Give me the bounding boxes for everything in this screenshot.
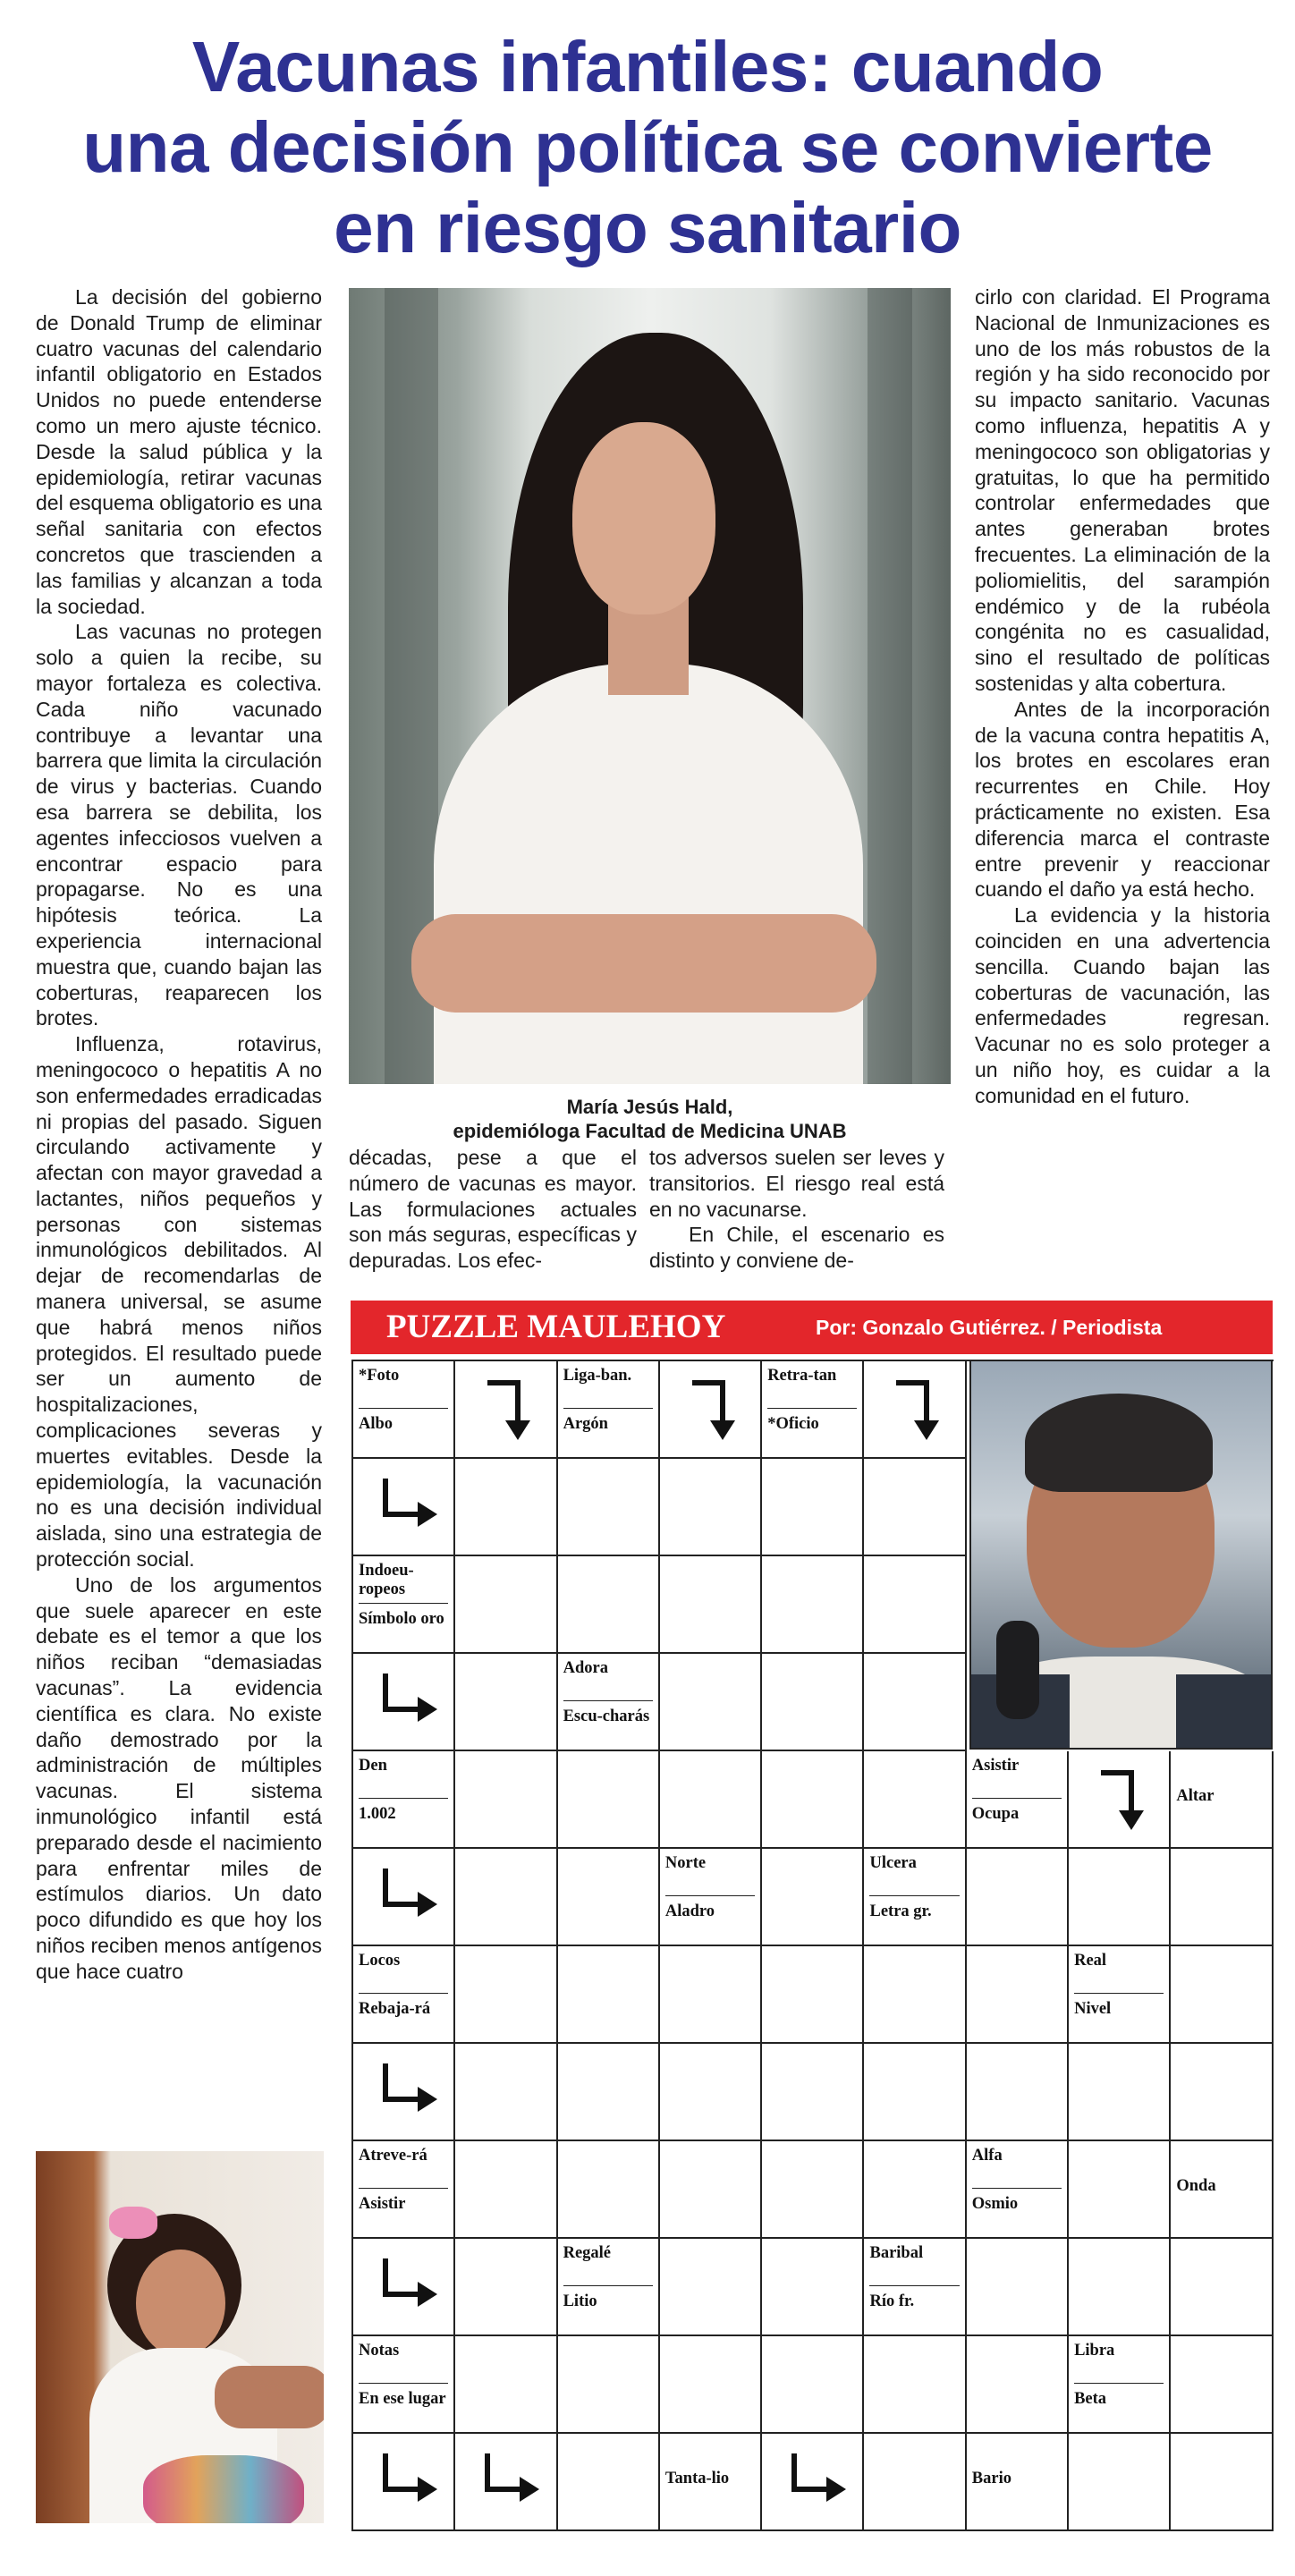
clue-text: Indoeu-ropeos xyxy=(359,1562,414,1598)
clue-text: Bario xyxy=(971,2470,1011,2487)
answer-cell[interactable] xyxy=(967,2239,1069,2336)
clue-text: Escu-charás xyxy=(563,1707,650,1725)
answer-cell[interactable] xyxy=(762,1946,864,2044)
clue-divider xyxy=(359,2188,448,2189)
clue-divider xyxy=(972,1798,1062,1799)
clue-cell xyxy=(353,1751,455,1849)
answer-cell[interactable] xyxy=(1069,2239,1171,2336)
paragraph: Uno de los argumentos que suele aparecer en este debate es el temor a que los niños reciban “demasiadas vacunas”. La evidencia científica es clara. No existe daño demostrado por la administración de múltiples vacunas. El sistema inmunológico infantil está preparado desde el nacimiento para enfrentar miles de estímulos diarios. Un dato poco difundido es que hoy los niños reciben menos antígenos que hace cuatro xyxy=(36,1572,322,1983)
answer-cell[interactable] xyxy=(1171,1946,1273,2044)
clue-divider xyxy=(869,2285,959,2286)
article-column-3 xyxy=(975,284,1270,1268)
answer-cell[interactable] xyxy=(455,1849,557,1946)
arrow-right-icon xyxy=(373,1670,444,1733)
clue-divider xyxy=(1074,1993,1164,1994)
answer-cell[interactable] xyxy=(762,2336,864,2434)
answer-cell[interactable] xyxy=(967,1946,1069,2044)
clue-divider xyxy=(359,1993,448,1994)
answer-cell[interactable] xyxy=(967,2336,1069,2434)
arrow-cell xyxy=(353,1459,455,1556)
answer-cell[interactable] xyxy=(660,2141,762,2239)
answer-cell[interactable] xyxy=(864,2434,966,2531)
clue-text: Osmio xyxy=(971,2195,1019,2213)
clue-text: Altar xyxy=(1176,1787,1215,1805)
clue-divider xyxy=(563,1700,653,1701)
answer-cell[interactable] xyxy=(1069,2044,1171,2141)
clue-cell xyxy=(1171,2141,1273,2239)
clue-text: Liga-ban. xyxy=(563,1367,632,1385)
puzzle-photo xyxy=(969,1360,1273,1750)
arrow-cell xyxy=(762,2434,864,2531)
clue-text: Adora xyxy=(563,1659,608,1677)
puzzle-title: PUZZLE MAULEHOY xyxy=(386,1309,726,1345)
clue-cell xyxy=(1069,1946,1171,2044)
clue-cell xyxy=(967,2141,1069,2239)
answer-cell[interactable] xyxy=(558,1849,660,1946)
clue-text: En ese lugar xyxy=(359,2390,446,2408)
clue-text: Norte xyxy=(664,1854,707,1872)
arrow-cell xyxy=(660,1361,762,1459)
clue-cell xyxy=(558,1361,660,1459)
clue-text: *Foto xyxy=(359,1367,400,1385)
answer-cell[interactable] xyxy=(1069,2141,1171,2239)
child-vaccination-photo xyxy=(36,2151,324,2523)
answer-cell[interactable] xyxy=(455,1946,557,2044)
answer-cell[interactable] xyxy=(762,2141,864,2239)
answer-cell[interactable] xyxy=(864,2141,966,2239)
answer-cell[interactable] xyxy=(762,1556,864,1654)
answer-cell[interactable] xyxy=(455,1751,557,1849)
clue-divider xyxy=(359,1603,448,1604)
portrait-photo xyxy=(349,288,951,1084)
clue-cell xyxy=(1171,1751,1273,1849)
answer-cell[interactable] xyxy=(660,2336,762,2434)
answer-cell[interactable] xyxy=(455,2044,557,2141)
clue-divider xyxy=(665,1895,755,1896)
answer-cell[interactable] xyxy=(1171,2044,1273,2141)
clue-text: Letra gr. xyxy=(869,1902,932,1920)
clue-text: Asistir xyxy=(971,1757,1020,1775)
answer-cell[interactable] xyxy=(1069,2434,1171,2531)
answer-cell[interactable] xyxy=(762,2239,864,2336)
clue-cell xyxy=(660,1849,762,1946)
clue-cell xyxy=(353,1556,455,1654)
headline-line-2: una decisión política se convierte xyxy=(82,107,1213,187)
clue-text: Ocupa xyxy=(971,1805,1020,1823)
puzzle-author: Por: Gonzalo Gutiérrez. / Periodista xyxy=(816,1316,1163,1339)
arrow-down-icon xyxy=(891,1374,953,1445)
arrow-right-icon xyxy=(373,1865,444,1928)
paragraph: cirlo con claridad. El Programa Nacional de Inmunizaciones es uno de los más robustos de la región y ha sido reconocido por su impacto sanitario. Vacunas como influenza, hepatitis A y meningococo son obligatorias y gratuitas, lo que ha permitido controlar enfermedades que antes generaban brotes frecuentes. La eliminación de la poliomielitis, del sarampión endémico y de la rubéola congénita no es casualidad, sino el resultado de políticas sostenidas y alta cobertura. xyxy=(975,285,1270,695)
clue-cell xyxy=(1069,2336,1171,2434)
answer-cell[interactable] xyxy=(660,2044,762,2141)
arrow-right-icon xyxy=(373,2255,444,2318)
answer-cell[interactable] xyxy=(762,1849,864,1946)
answer-cell[interactable] xyxy=(660,1654,762,1751)
clue-cell xyxy=(353,2336,455,2434)
headline xyxy=(27,27,1268,268)
clue-divider xyxy=(563,1408,653,1409)
clue-cell xyxy=(558,1654,660,1751)
clue-text: Tanta-lio xyxy=(664,2470,730,2487)
arrow-right-icon xyxy=(373,2450,444,2512)
arrow-down-icon xyxy=(482,1374,545,1445)
paragraph: Las vacunas no protegen solo a quien la recibe, su mayor fortaleza es colectiva. Cada niño vacunado contribuye a levantar una barrera que limita la circulación de virus y bacterias. Cuando esa barrera se debilita, los agentes infecciosos vuelven a encontrar espacio para propagarse. No es una hipótesis teórica. La experiencia internacional muestra que, cuando bajan las coberturas, reaparecen los brotes. xyxy=(36,620,322,1030)
clue-text: Den xyxy=(359,1757,387,1775)
paragraph: En Chile, el escenario es distinto y conviene de- xyxy=(649,1223,944,1273)
clue-divider xyxy=(359,1798,448,1799)
paragraph: Antes de la incorporación de la vacuna contra hepatitis A, los brotes en escolares eran recurrentes en Chile. Hoy prácticamente no existen. Esa diferencia marca el contraste entre prevenir y reaccionar cuando el daño ya está hecho. xyxy=(975,697,1270,902)
arrow-cell xyxy=(353,1654,455,1751)
answer-cell[interactable] xyxy=(660,1946,762,2044)
arrow-cell xyxy=(353,1849,455,1946)
answer-cell[interactable] xyxy=(967,1849,1069,1946)
puzzle-banner xyxy=(351,1301,1273,1354)
clue-divider xyxy=(1074,2383,1164,2384)
clue-divider xyxy=(972,2188,1062,2189)
clue-divider xyxy=(869,1895,959,1896)
headline-line-1: Vacunas infantiles: cuando xyxy=(191,27,1104,106)
answer-cell[interactable] xyxy=(762,1751,864,1849)
answer-cell[interactable] xyxy=(455,1654,557,1751)
paragraph: décadas, pese a que el número de vacunas es mayor. Las formulaciones actuales son más seguras, específicas y depuradas. Los efec- xyxy=(349,1146,637,1273)
article-column-1 xyxy=(36,284,322,2091)
answer-cell[interactable] xyxy=(864,1459,966,1556)
clue-text: Atreve-rá xyxy=(359,2147,427,2165)
answer-cell[interactable] xyxy=(660,2239,762,2336)
arrow-cell xyxy=(455,2434,557,2531)
clue-text: Locos xyxy=(359,1952,401,1970)
article-column-2b xyxy=(649,1145,944,1279)
arrow-down-icon xyxy=(687,1374,749,1445)
answer-cell[interactable] xyxy=(864,2044,966,2141)
clue-divider xyxy=(359,1408,448,1409)
clue-text: *Oficio xyxy=(767,1415,819,1433)
clue-text: 1.002 xyxy=(359,1805,396,1823)
clue-text: Real xyxy=(1074,1952,1107,1970)
answer-cell[interactable] xyxy=(864,1751,966,1849)
answer-cell[interactable] xyxy=(455,1459,557,1556)
paragraph: tos adversos suelen ser leves y transitorios. El riesgo real está en no vacunarse. xyxy=(649,1146,944,1221)
paragraph: Influenza, rotavirus, meningococo o hepatitis A no son enfermedades erradicadas ni propias del pasado. Siguen circulando activamente y afectan con mayor gravedad a lactantes, niños pequeños y personas con sistemas inmunológicos debilitados. Al dejar de recomendarlas de manera universal, se asume que habrá menos niños protegidos. El resultado puede ser un aumento de hospitalizaciones, complicaciones severas y muertes evitables. Desde la epidemiología, la vacunación no es una decisión individual aislada, sino una estrategia de protección social. xyxy=(36,1032,322,1572)
clue-text: Argón xyxy=(563,1415,608,1433)
answer-cell[interactable] xyxy=(660,1751,762,1849)
clue-text: Asistir xyxy=(359,2195,406,2213)
answer-cell[interactable] xyxy=(455,1556,557,1654)
answer-cell[interactable] xyxy=(1171,2434,1273,2531)
arrow-cell xyxy=(1069,1751,1171,1849)
answer-cell[interactable] xyxy=(864,1946,966,2044)
answer-cell[interactable] xyxy=(558,1556,660,1654)
answer-cell[interactable] xyxy=(1171,2336,1273,2434)
clue-divider xyxy=(563,2285,653,2286)
clue-cell xyxy=(558,2239,660,2336)
arrow-right-icon xyxy=(475,2450,546,2512)
clue-text: Baribal xyxy=(869,2244,924,2262)
answer-cell[interactable] xyxy=(558,1751,660,1849)
arrow-right-icon xyxy=(373,2060,444,2123)
clue-text: Onda xyxy=(1176,2177,1216,2195)
answer-cell[interactable] xyxy=(762,1459,864,1556)
clue-cell xyxy=(762,1361,864,1459)
answer-cell[interactable] xyxy=(455,2336,557,2434)
answer-cell[interactable] xyxy=(558,2336,660,2434)
arrow-cell xyxy=(353,2239,455,2336)
clue-cell xyxy=(660,2434,762,2531)
clue-divider xyxy=(359,2383,448,2384)
answer-cell[interactable] xyxy=(864,1556,966,1654)
arrow-cell xyxy=(455,1361,557,1459)
clue-text: Rebaja-rá xyxy=(359,2000,431,2018)
answer-cell[interactable] xyxy=(762,1654,864,1751)
photo-caption xyxy=(349,1095,951,1143)
arrow-cell xyxy=(353,2044,455,2141)
answer-cell[interactable] xyxy=(1171,2239,1273,2336)
answer-cell[interactable] xyxy=(558,1946,660,2044)
clue-cell xyxy=(353,2141,455,2239)
answer-cell[interactable] xyxy=(558,2141,660,2239)
arrow-right-icon xyxy=(782,2450,853,2512)
answer-cell[interactable] xyxy=(558,1459,660,1556)
clue-text: Ulcera xyxy=(869,1854,917,1872)
clue-text: Río fr. xyxy=(869,2292,915,2310)
answer-cell[interactable] xyxy=(762,2044,864,2141)
clue-text: Libra xyxy=(1074,2342,1115,2360)
clue-text: Alfa xyxy=(971,2147,1003,2165)
clue-text: Albo xyxy=(359,1415,394,1433)
answer-cell[interactable] xyxy=(558,2434,660,2531)
clue-text: Nivel xyxy=(1074,2000,1112,2018)
article-column-2a xyxy=(349,1145,637,1279)
caption-role: epidemióloga Facultad de Medicina UNAB xyxy=(453,1120,847,1142)
clue-text: Aladro xyxy=(664,1902,715,1920)
caption-name: María Jesús Hald, xyxy=(566,1096,733,1118)
clue-text: Notas xyxy=(359,2342,400,2360)
clue-text: Símbolo oro xyxy=(359,1610,444,1628)
clue-cell xyxy=(353,1946,455,2044)
answer-cell[interactable] xyxy=(1069,1849,1171,1946)
arrow-down-icon xyxy=(1096,1764,1158,1835)
answer-cell[interactable] xyxy=(558,2044,660,2141)
paragraph: La decisión del gobierno de Donald Trump de eliminar cuatro vacunas del calendario infantil obligatorio en Estados Unidos no puede entenderse como un mero ajuste técnico. Desde la salud pública y la epidemiología, retirar vacunas del esquema obligatorio es una señal sanitaria con efectos concretos que trascienden a las familias y alcanzan a toda la sociedad. xyxy=(36,285,322,618)
answer-cell[interactable] xyxy=(660,1556,762,1654)
headline-line-3: en riesgo sanitario xyxy=(334,188,961,267)
clue-text: Beta xyxy=(1074,2390,1107,2408)
clue-cell xyxy=(353,1361,455,1459)
arrow-cell xyxy=(353,2434,455,2531)
clue-divider xyxy=(767,1408,857,1409)
arrow-cell xyxy=(864,1361,966,1459)
answer-cell[interactable] xyxy=(660,1459,762,1556)
answer-cell[interactable] xyxy=(864,2336,966,2434)
paragraph: La evidencia y la historia coinciden en una advertencia sencilla. Cuando bajan las coberturas de vacunación, las enfermedades regresan. Vacunar no es solo proteger a un niño hoy, es cuidar a la comunidad en el futuro. xyxy=(975,903,1270,1107)
clue-text: Regalé xyxy=(563,2244,612,2262)
clue-text: Litio xyxy=(563,2292,597,2310)
answer-cell[interactable] xyxy=(1171,1849,1273,1946)
clue-cell xyxy=(967,2434,1069,2531)
answer-cell[interactable] xyxy=(455,2141,557,2239)
arrow-right-icon xyxy=(373,1475,444,1538)
clue-cell xyxy=(967,1751,1069,1849)
answer-cell[interactable] xyxy=(967,2044,1069,2141)
answer-cell[interactable] xyxy=(455,2239,557,2336)
clue-cell xyxy=(864,2239,966,2336)
clue-text: Retra-tan xyxy=(767,1367,837,1385)
answer-cell[interactable] xyxy=(864,1654,966,1751)
clue-cell xyxy=(864,1849,966,1946)
